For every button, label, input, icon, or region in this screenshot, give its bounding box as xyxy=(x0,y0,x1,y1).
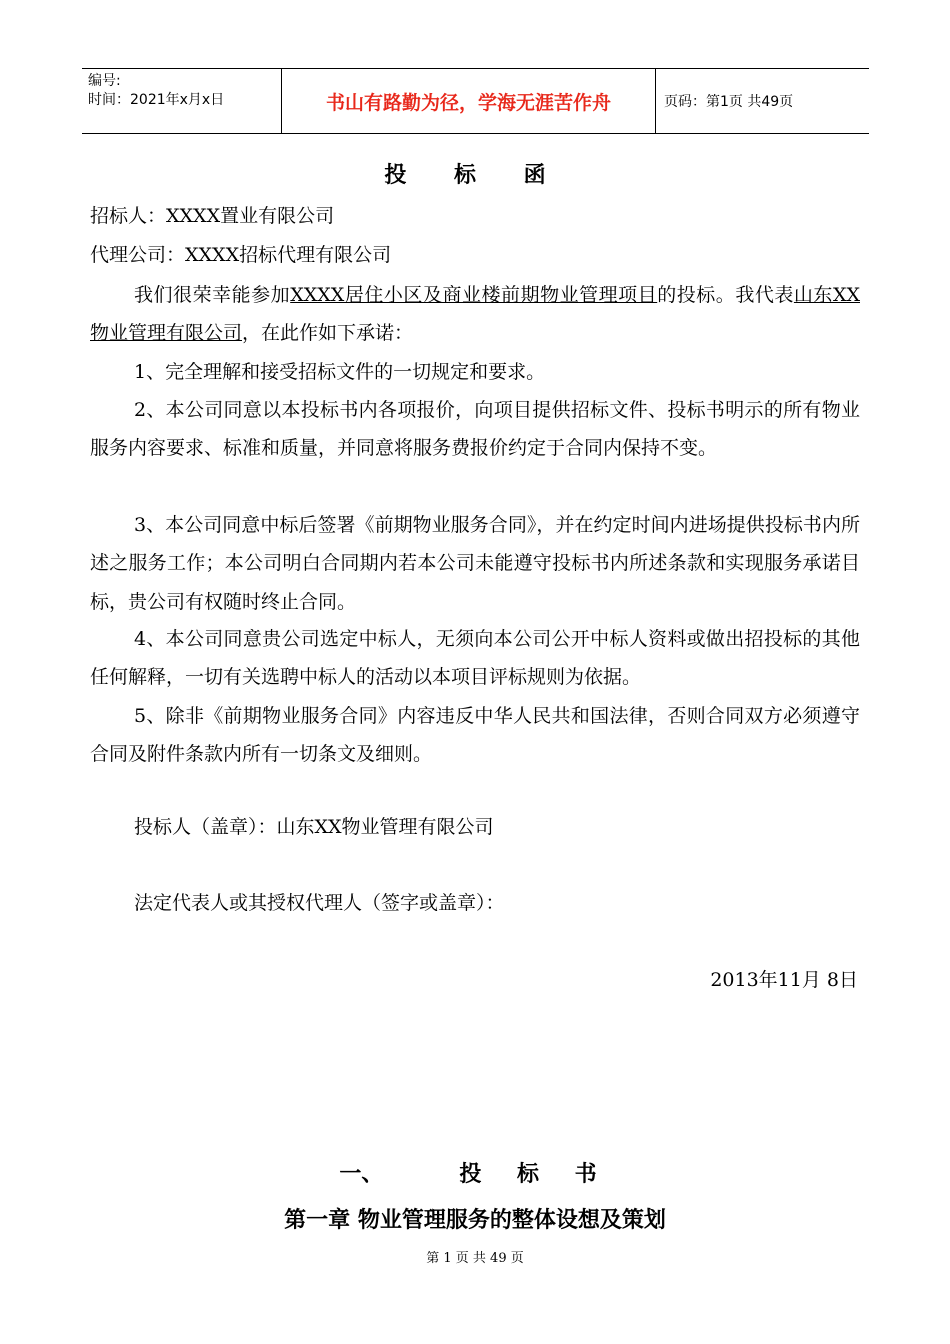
letter-title: 投 标 函 xyxy=(384,163,566,188)
company-name: 山东XX物业管理有限公司 xyxy=(90,284,860,345)
header-page-info: 页码：第1页 共49页 xyxy=(664,94,794,110)
chapter-title: 第一章 物业管理服务的整体设想及策划 xyxy=(284,1208,666,1233)
commitment-item-1: 1、完全理解和接受招标文件的一切规定和要求。 xyxy=(134,361,546,383)
page-footer: 第 1 页 共 49 页 xyxy=(426,1251,524,1266)
time-label: 时间：2021年x月x日 xyxy=(88,92,225,108)
section-heading xyxy=(0,1157,950,1188)
intro-text-b: 的投标。我代表 xyxy=(657,284,794,306)
intro-text-a: 我们很荣幸能参加 xyxy=(134,284,291,306)
intro-text-c: ，在此作如下承诺： xyxy=(242,322,414,345)
legal-rep-line: 法定代表人或其授权代理人（签字或盖章）： xyxy=(134,892,505,914)
commitment-item-3: 3、本公司同意中标后签署《前期物业服务合同》，并在约定时间内进场提供投标书内所述之服务工作；本公司明白合同期内若本公司未能遵守投标书内所述条款和实现服务承诺目标，贵公司有权随时终止合同。 xyxy=(90,514,860,613)
header-motto: 书山有路勤为径，学海无涯苦作舟 xyxy=(282,69,656,133)
number-label: 编号: xyxy=(88,73,121,89)
letter-date: 2013年11月 8日 xyxy=(710,969,858,991)
section-title: 投 标 书 xyxy=(459,1162,611,1187)
commitment-item-4: 4、本公司同意贵公司选定中标人，无须向本公司公开中标人资料或做出招投标的其他任何解释，一切有关选聘中标人的活动以本项目评标规则为依据。 xyxy=(90,628,860,689)
agent-line: 代理公司：XXXX招标代理有限公司 xyxy=(90,244,392,266)
tenderer-line: 招标人：XXXX置业有限公司 xyxy=(90,205,335,227)
bidder-seal-line: 投标人（盖章）：山东XX物业管理有限公司 xyxy=(134,816,494,838)
intro-paragraph xyxy=(90,276,860,353)
project-name: XXXX居住小区及商业楼前期物业管理项目 xyxy=(290,284,658,306)
section-number: 一、 xyxy=(339,1162,384,1187)
commitment-item-2: 2、本公司同意以本投标书内各项报价，向项目提供招标文件、投标书明示的所有物业服务内容要求、标准和质量，并同意将服务费报价约定于合同内保持不变。 xyxy=(90,399,860,460)
commitment-item-5: 5、除非《前期物业服务合同》内容违反中华人民共和国法律，否则合同双方必须遵守合同及附件条款内所有一切条文及细则。 xyxy=(90,705,860,766)
header-meta-cell xyxy=(82,69,282,133)
page-header-table xyxy=(82,68,869,134)
